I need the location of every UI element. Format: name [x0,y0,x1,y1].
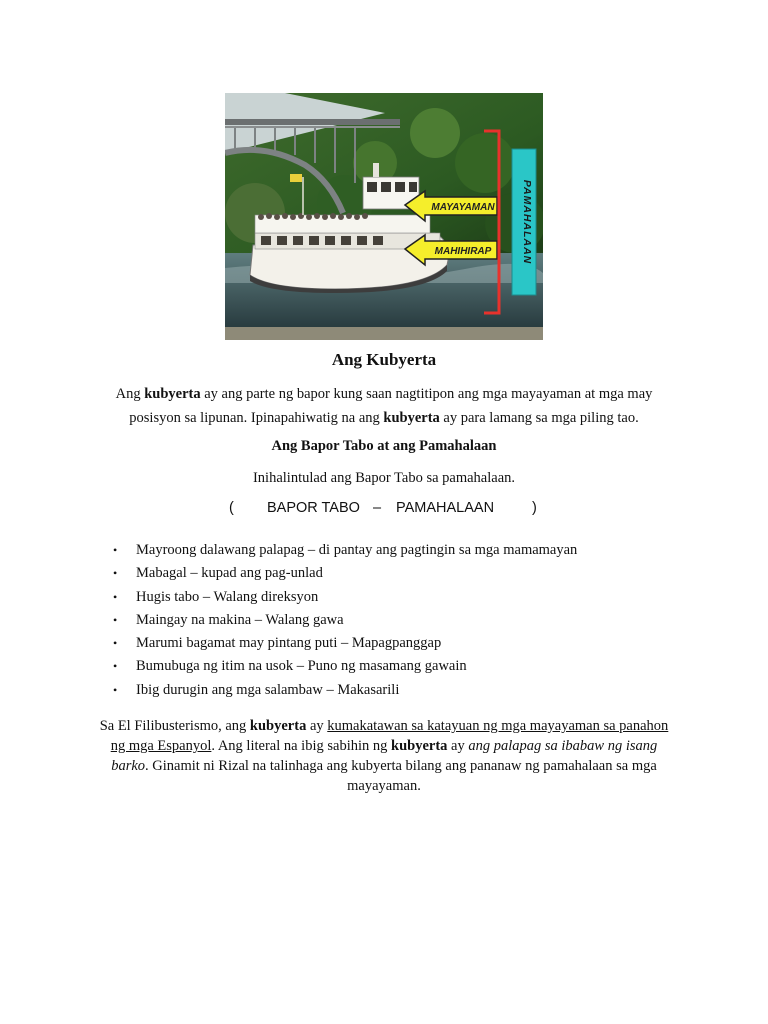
comparison-dash: – [373,500,382,516]
bold-term: kubyerta [144,386,201,402]
text-run: ay ang parte ng bapor kung saan nagtitipon ang mga mayayaman at mga may posisyon sa lipunan. Ipinapahiwatig na ang [129,386,653,426]
ferry-illustration [225,93,543,340]
bold-term: kubyerta [391,738,448,754]
open-paren: ( [229,500,234,516]
list-item-text: Mabagal – kupad ang pag-unlad [136,565,323,582]
list-item [110,610,577,633]
comparison-right: PAMAHALAAN [396,500,495,516]
list-item-text: Ibig durugin ang mga salambaw – Makasarili [136,681,400,698]
list-item-text: Mayroong dalawang palapag – di pantay ang pagtingin sa mga mamamayan [136,542,578,558]
text-run: Sa El Filibusterismo, ang [99,718,250,734]
list-item [110,680,577,703]
text-run: Ang [115,386,145,402]
comparison-bullet-list [110,540,577,703]
list-item [110,563,577,586]
list-item-text: Marumi bagamat may pintang puti – Mapagpanggap [136,635,442,652]
comparison-left: BAPOR TABO [267,500,360,516]
ferry-photo [225,93,543,340]
bold-term: kubyerta [249,718,307,734]
underlined-text: kumakatawan sa katayuan ng mga mayayaman sa panahon ng mga Espanyol [110,718,669,754]
intro-sentence: Inihalintulad ang Bapor Tabo sa pamahalaan. [252,470,516,486]
bold-term: kubyerta [383,410,440,426]
list-item [110,540,577,563]
italic-text: ang palapag sa ibabaw ng isang barko [111,738,658,774]
close-paren: ) [532,500,537,516]
bullet-icon: • [113,589,118,604]
list-item [110,633,577,656]
label-mahihirap: MAHIHIRAP [434,246,492,257]
label-pamahalaan: PAMAHALAAN [521,179,533,265]
bullet-icon: • [113,636,118,651]
page-title: Ang Kubyerta [331,350,437,369]
text-run: ay [447,738,469,754]
list-item-text: Bumubuga ng itim na usok – Puno ng masamang gawain [136,658,467,675]
bullet-icon: • [113,543,118,557]
text-run: ay para lamang sa mga piling tao. [439,410,639,426]
list-item [110,587,577,610]
bullet-icon: • [113,612,118,627]
label-mayayaman: MAYAYAMAN [431,202,495,213]
section-subtitle: Ang Bapor Tabo at ang Pamahalaan [271,438,497,454]
list-item-text: Hugis tabo – Walang direksyon [136,588,319,605]
list-item-text: Maingay na makina – Walang gawa [136,611,344,628]
text-run: ay [306,718,328,734]
bullet-icon: • [113,659,118,674]
bullet-icon: • [113,566,118,581]
text-run: . Ang literal na ibig sabihin ng [211,738,392,754]
paragraph-kubyerta-definition [100,382,668,430]
text-run: . Ginamit ni Rizal na talinhaga ang kubyerta bilang ang pananaw ng pamahalaan sa mga mayayaman. [145,758,657,794]
paragraph-el-filibusterismo [92,716,676,796]
list-item [110,656,577,679]
bullet-icon: • [113,682,118,697]
